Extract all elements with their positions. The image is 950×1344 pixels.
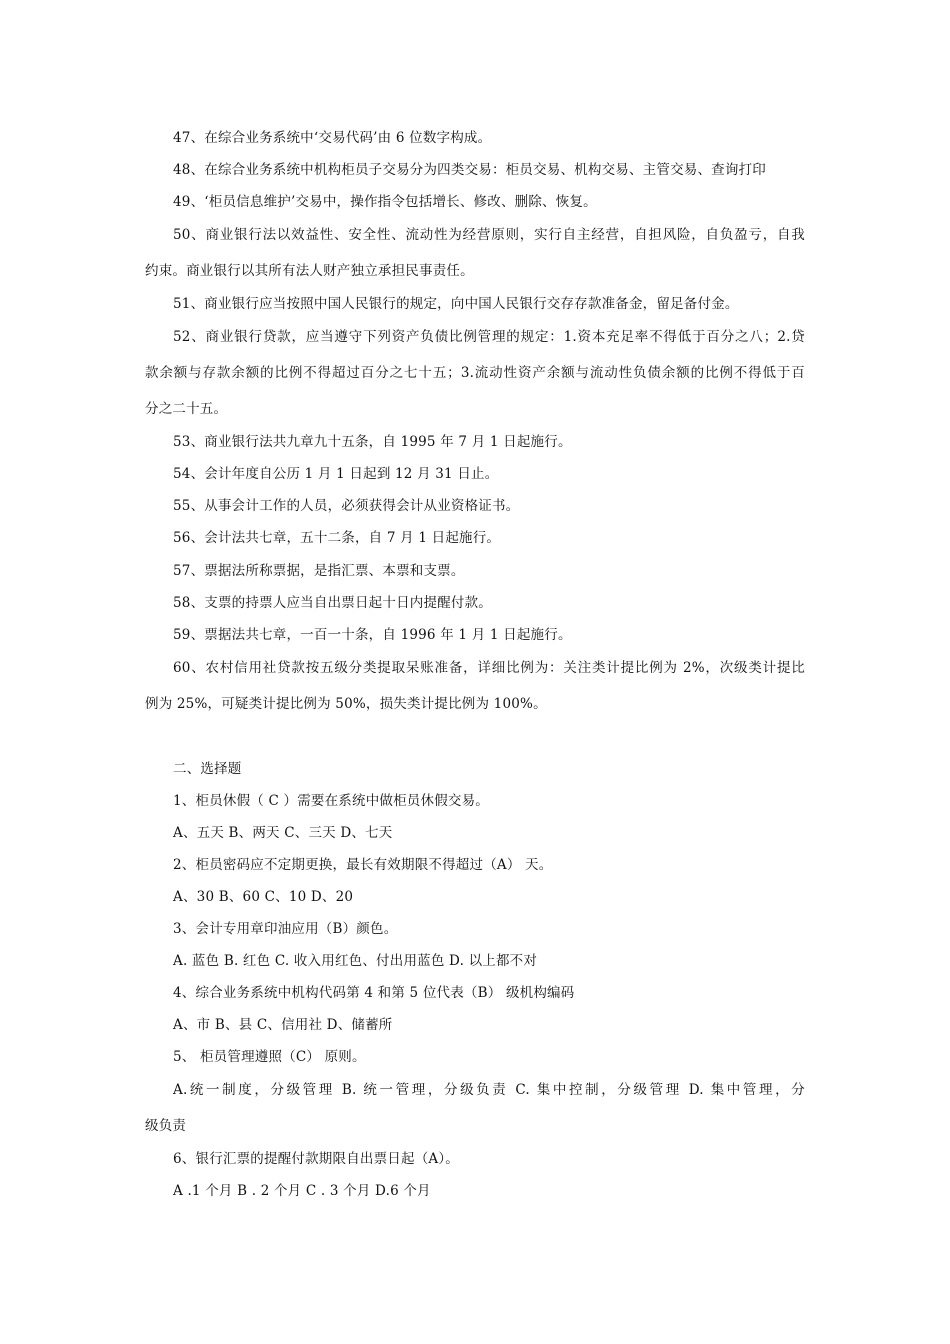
question-3-options: A. 蓝色 B. 红色 C. 收入用红色、付出用蓝色 D. 以上都不对 xyxy=(173,953,538,969)
item-52-line-1: 52、商业银行贷款，应当遵守下列资产负债比例管理的规定：1.资本充足率不得低于百分之八；2.贷 xyxy=(173,329,805,345)
question-5-options-line-1: A.统一制度，分级管理 B. 统一管理，分级负责 C. 集中控制，分级管理 D. 集中管理，分 xyxy=(173,1082,805,1098)
item-56: 56、会计法共七章，五十二条，自 7 月 1 日起施行。 xyxy=(173,530,501,546)
item-57: 57、票据法所称票据，是指汇票、本票和支票。 xyxy=(173,563,465,579)
question-2: 2、柜员密码应不定期更换，最长有效期限不得超过（A） 天。 xyxy=(173,857,553,873)
question-4-options: A、市 B、县 C、信用社 D、储蓄所 xyxy=(173,1017,393,1033)
section-heading: 二、选择题 xyxy=(173,761,242,777)
item-58: 58、支票的持票人应当自出票日起十日内提醒付款。 xyxy=(173,595,492,611)
question-1: 1、柜员休假（ C ）需要在系统中做柜员休假交易。 xyxy=(173,793,490,809)
item-60-line-2: 例为 25%，可疑类计提比例为 50%，损失类计提比例为 100%。 xyxy=(145,696,547,712)
item-52-line-3: 分之二十五。 xyxy=(145,401,228,417)
item-53: 53、商业银行法共九章九十五条，自 1995 年 7 月 1 日起施行。 xyxy=(173,434,572,450)
item-51: 51、商业银行应当按照中国人民银行的规定，向中国人民银行交存存款准备金，留足备付金。 xyxy=(173,296,739,312)
item-48: 48、在综合业务系统中机构柜员子交易分为四类交易：柜员交易、机构交易、主管交易、查询打印 xyxy=(173,162,766,178)
item-52-line-2: 款余额与存款余额的比例不得超过百分之七十五；3.流动性资产余额与流动性负债余额的比例不得低于百 xyxy=(145,365,805,381)
question-6-options: A .1 个月 B . 2 个月 C . 3 个月 D.6 个月 xyxy=(173,1183,431,1199)
question-1-options: A、五天 B、两天 C、三天 D、七天 xyxy=(173,825,393,841)
item-60-line-1: 60、农村信用社贷款按五级分类提取呆账准备，详细比例为：关注类计提比例为 2%，次级类计提比 xyxy=(173,660,805,676)
item-59: 59、票据法共七章，一百一十条，自 1996 年 1 月 1 日起施行。 xyxy=(173,627,572,643)
item-50-line-1: 50、商业银行法以效益性、安全性、流动性为经营原则，实行自主经营，自担风险，自负盈亏，自我 xyxy=(173,227,805,243)
item-54: 54、会计年度自公历 1 月 1 日起到 12 月 31 日止。 xyxy=(173,466,499,482)
item-47: 47、在综合业务系统中‘交易代码’由 6 位数字构成。 xyxy=(173,130,492,146)
question-5-options-line-2: 级负责 xyxy=(145,1118,187,1134)
question-4: 4、综合业务系统中机构代码第 4 和第 5 位代表（B） 级机构编码 xyxy=(173,985,575,1001)
item-55: 55、从事会计工作的人员，必须获得会计从业资格证书。 xyxy=(173,498,520,514)
item-49: 49、‘柜员信息维护’交易中，操作指令包括增长、修改、删除、恢复。 xyxy=(173,194,597,210)
question-2-options: A、30 B、60 C、10 D、20 xyxy=(173,889,354,905)
question-5: 5、 柜员管理遵照（C） 原则。 xyxy=(173,1049,366,1065)
question-3: 3、会计专用章印油应用（B）颜色。 xyxy=(173,921,398,937)
question-6: 6、银行汇票的提醒付款期限自出票日起（A）。 xyxy=(173,1151,459,1167)
item-50-line-2: 约束。商业银行以其所有法人财产独立承担民事责任。 xyxy=(145,263,474,279)
